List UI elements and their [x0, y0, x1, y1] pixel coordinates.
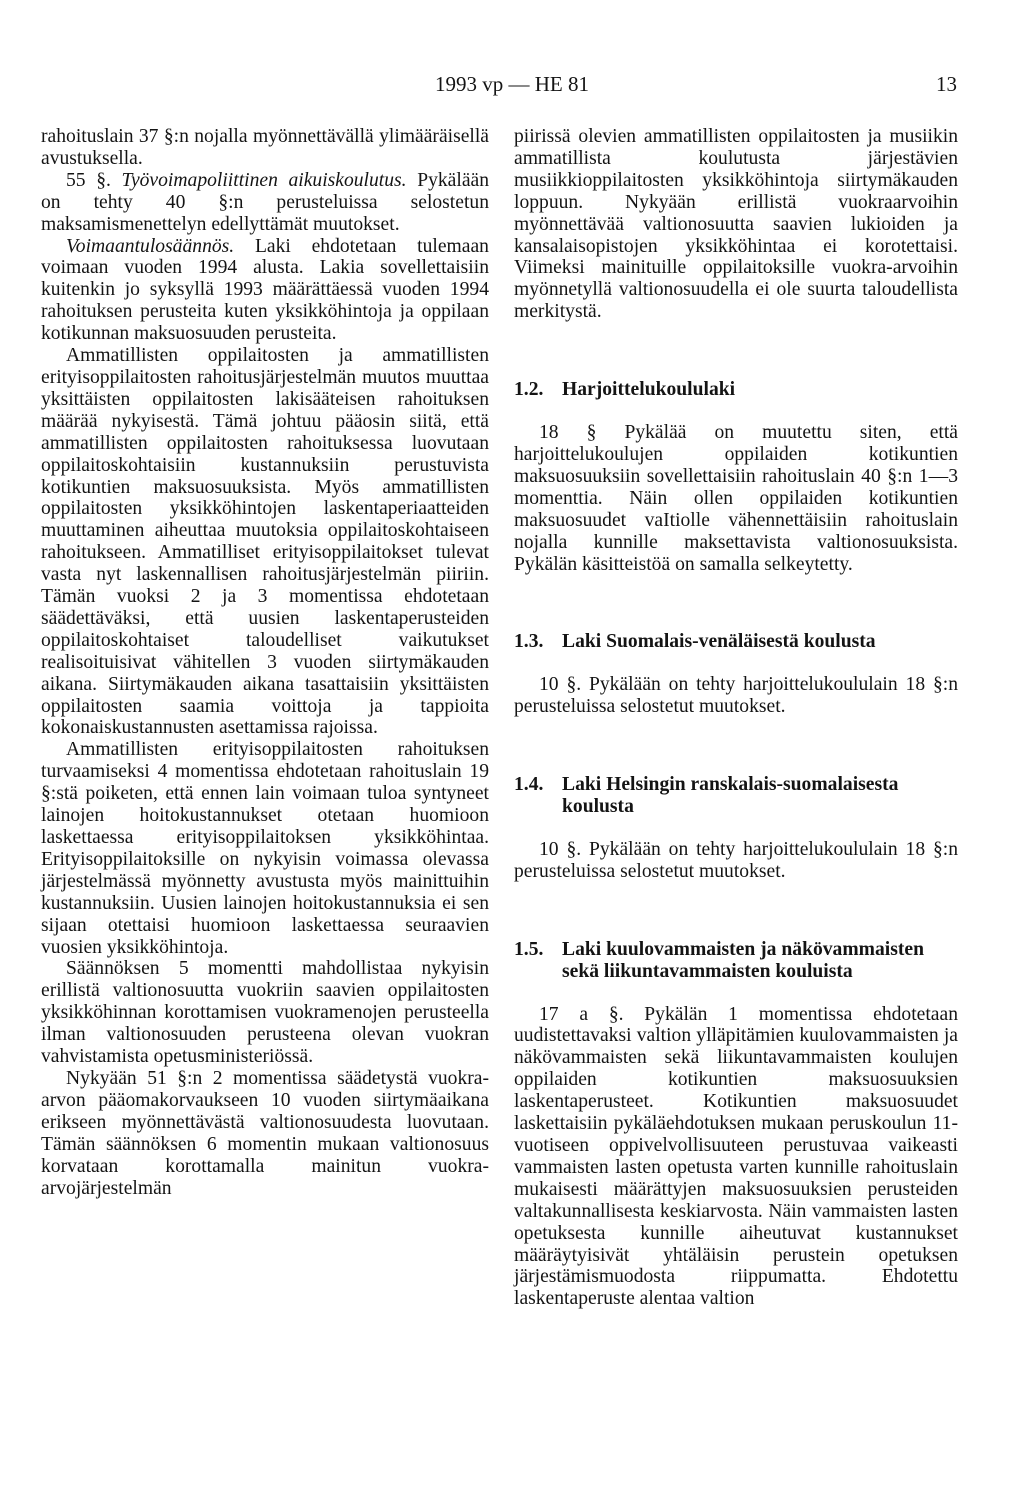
section-heading [514, 774, 958, 818]
paragraph: rahoituslain 37 §:n nojalla myönnettävällä ylimääräisellä avustuksella. [41, 126, 489, 169]
paragraph: piirissä olevien ammatillisten oppilaitosten ja musiikin ammatillista koulutusta järjestävien musiikkioppilaitosten yksikköhintoja siirtymäkauden loppuun. Nykyään erillistä vuokraarvoihin myönnettävää valtionosuutta saavien lukioiden ja kansalaisopistojen yksikköhintaa ei korotettaisi. Viimeksi mainituille oppilaitoksille vuokra-arvoihin myönnetyllä valtionosuudella ei ole suurta taloudellista merkitystä. [514, 126, 958, 323]
section-number: 1.4. [514, 774, 544, 796]
section-title: Laki Helsingin ranskalais-suomalaisesta koulusta [562, 774, 899, 818]
paragraph: Ammatillisten erityisoppilaitosten rahoituksen turvaamiseksi 4 momentissa ehdotetaan rahoituslain 19 §:stä poiketen, että ennen lain voimaan tuloa syntyneet lainojen hoitokustannukset otetaan huomioon laskettaessa erityisoppilaitoksen yksikköhintaa. Erityisoppilaitoksille on nykyisin voimassa olevassa järjestelmässä myönnetty avustusta myös mainittuihin kustannuksiin. Uusien lainojen hoitokustannuksia ei sen sijaan otettaisi huomioon laskettaessa seuraavien vuosien yksikköhintoja. [41, 739, 489, 958]
paragraph: 10 §. Pykälään on tehty harjoittelukoululain 18 §:n perusteluissa selostetut muutokset. [514, 838, 958, 882]
section-text: Pykälään on tehty 40 §:n perusteluissa selostetun maksamismenettelyn edellyttämät muutokset. [41, 169, 490, 235]
paragraph: Nykyään 51 §:n 2 momentissa säädetystä vuokra-arvon pääomakorvaukseen 10 vuoden siirtymäaikana erikseen myönnettävästä valtionosuudesta luovutaan. Tämän säännöksen 6 momentin mukaan valtionosuus korvataan korottamalla mainitun vuokra-arvojärjestelmän [41, 1067, 489, 1199]
paragraph: 18 § Pykälää on muutettu siten, että harjoittelukoulujen oppilaiden kotikuntien maksuosuuksiin sovellettaisiin rahoituslain 40 §:n 1—3 momenttia. Näin ollen oppilaiden kotikuntien maksuosuudet vaItiolle vähennettäisiin rahoituslain nojalla kunnille maksettavista valtionosuuksista. Pykälän käsitteistöä on samalla selkeytetty. [514, 422, 958, 575]
left-column [41, 126, 489, 1199]
section-number: 1.5. [514, 938, 544, 960]
paragraph-55 [41, 170, 489, 236]
right-column [514, 126, 958, 1310]
section-heading [514, 379, 958, 401]
section-title: Työvoimapoliittinen aikuiskoulutus. [121, 169, 407, 191]
document-title: 1993 vp — HE 81 [435, 72, 589, 96]
section-title: Laki Suomalais-venäläisestä koulusta [562, 631, 876, 653]
section-number: 1.3. [514, 631, 544, 653]
section-heading [514, 631, 958, 653]
section-title: Laki kuulovammaisten ja näkövammaisten sekä liikuntavammaisten kouluista [562, 938, 924, 982]
paragraph: Ammatillisten oppilaitosten ja ammatillisten erityisoppilaitosten rahoitusjärjestelmän muutos muuttaa yksittäisten oppilaitosten lakisääteisen rahoituksen määrää nykyisestä. Tämä johtuu pääosin siitä, että ammatillisten oppilaitosten rahoituksessa luovutaan oppilaitoskohtaisiin kustannuksiin perustuvista kotikuntien maksuosuuksista. Myös ammatillisten oppilaitosten yksikköhintojen laskentaperiaatteiden muuttaminen aiheuttaa muutoksia oppilaitoskohtaiseen rahoitukseen. Ammatilliset erityisoppilaitokset tulevat vasta nyt laskennallisen rahoitusjärjestelmän piiriin. Tämän vuoksi 2 ja 3 momentissa ehdotetaan säädettäväksi, että uusien laskentaperusteiden oppilaitoskohtaiset taloudelliset vaikutukset realisoituisivat vähitellen 3 vuoden siirtymäkauden aikana. Siirtymäkauden aikana tasattaisiin yksittäisten oppilaitosten saamia voittoja ja tappioita kokonaiskustannusten asettamissa rajoissa. [41, 345, 489, 739]
section-title: Harjoittelukoululaki [562, 379, 736, 401]
section-text: Laki ehdotetaan tulemaan voimaan vuoden 1994 alusta. Lakia sovellettaisiin kuitenkin jo syksyllä 1993 määrättäessä vuoden 1994 rahoituksen perusteita kuten yksikköhintoja ja oppilaan kotikunnan maksuosuuden perusteita. [41, 235, 489, 345]
paragraph: 17 a §. Pykälän 1 momentissa ehdotetaan uudistettavaksi valtion ylläpitämien kuulovammaisten ja näkövammaisten sekä liikuntavammaisten koulujen oppilaiden kotikuntien maksuosuuksien laskentaperusteet. Kotikuntien maksuosuudet laskettaisiin pykäläehdotuksen mukaan peruskoulun 11-vuotiseen oppivelvollisuuteen perustuvaa vaikeasti vammaisten lasten opetusta varten kunnille rahoituslain mukaisesti määrättyjen maksuosuuksien perusteiden valtakunnallisesta keskiarvosta. Näin vammaisten lasten opetuksesta kunnille aiheutuvat kustannukset määräytyisivät yhtäläisin perustein opetuksen järjestämismuodosta riippumatta. Ehdotettu laskentaperuste alentaa valtion [514, 1003, 958, 1310]
section-title: Voimaantulosäännös. [66, 235, 235, 257]
paragraph: 10 §. Pykälään on tehty harjoittelukoululain 18 §:n perusteluissa selostetut muutokset. [514, 674, 958, 718]
section-number: 55 §. [66, 169, 111, 191]
section-number: 1.2. [514, 379, 544, 401]
page-header [0, 72, 1024, 106]
page-number: 13 [936, 72, 957, 96]
paragraph: Säännöksen 5 momentti mahdollistaa nykyisin erillistä valtionosuutta vuokriin saavien oppilaitosten yksikköhinnan korottamisen vuokramenojen perusteella ilman valtionosuuden perusteena olevan vuokran vahvistamista opetusministeriössä. [41, 958, 489, 1068]
section-heading [514, 939, 958, 983]
paragraph-voimaantulo [41, 236, 489, 346]
